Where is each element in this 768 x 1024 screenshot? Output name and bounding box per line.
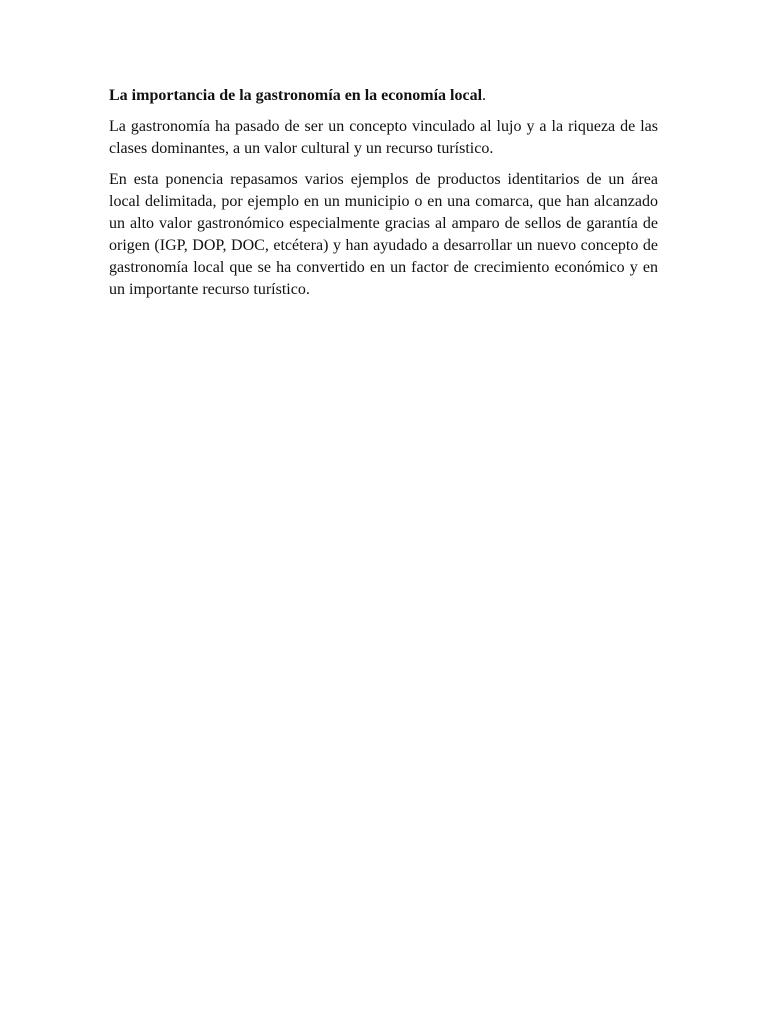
paragraph-1: La gastronomía ha pasado de ser un concepto vinculado al lujo y a la riqueza de las clases dominantes, a un valor cultural y un recurso turístico. [109, 118, 658, 157]
title-period: . [482, 87, 487, 104]
paragraph-2: En esta ponencia repasamos varios ejemplos de productos identitarios de un área local delimitada, por ejemplo en un municipio o en una comarca, que han alcanzado un alto valor gastronómico especialmente gracias al amparo de sellos de garantía de origen (IGP, DOP, DOC, etcétera) y han ayudado a desarrollar un nuevo concepto de gastronomía local que se ha convertido en un factor de crecimiento económico y en un importante recurso turístico. [109, 171, 658, 298]
title-line [109, 85, 658, 107]
document-body [109, 85, 658, 310]
document-title: La importancia de la gastronomía en la economía local [109, 87, 483, 104]
